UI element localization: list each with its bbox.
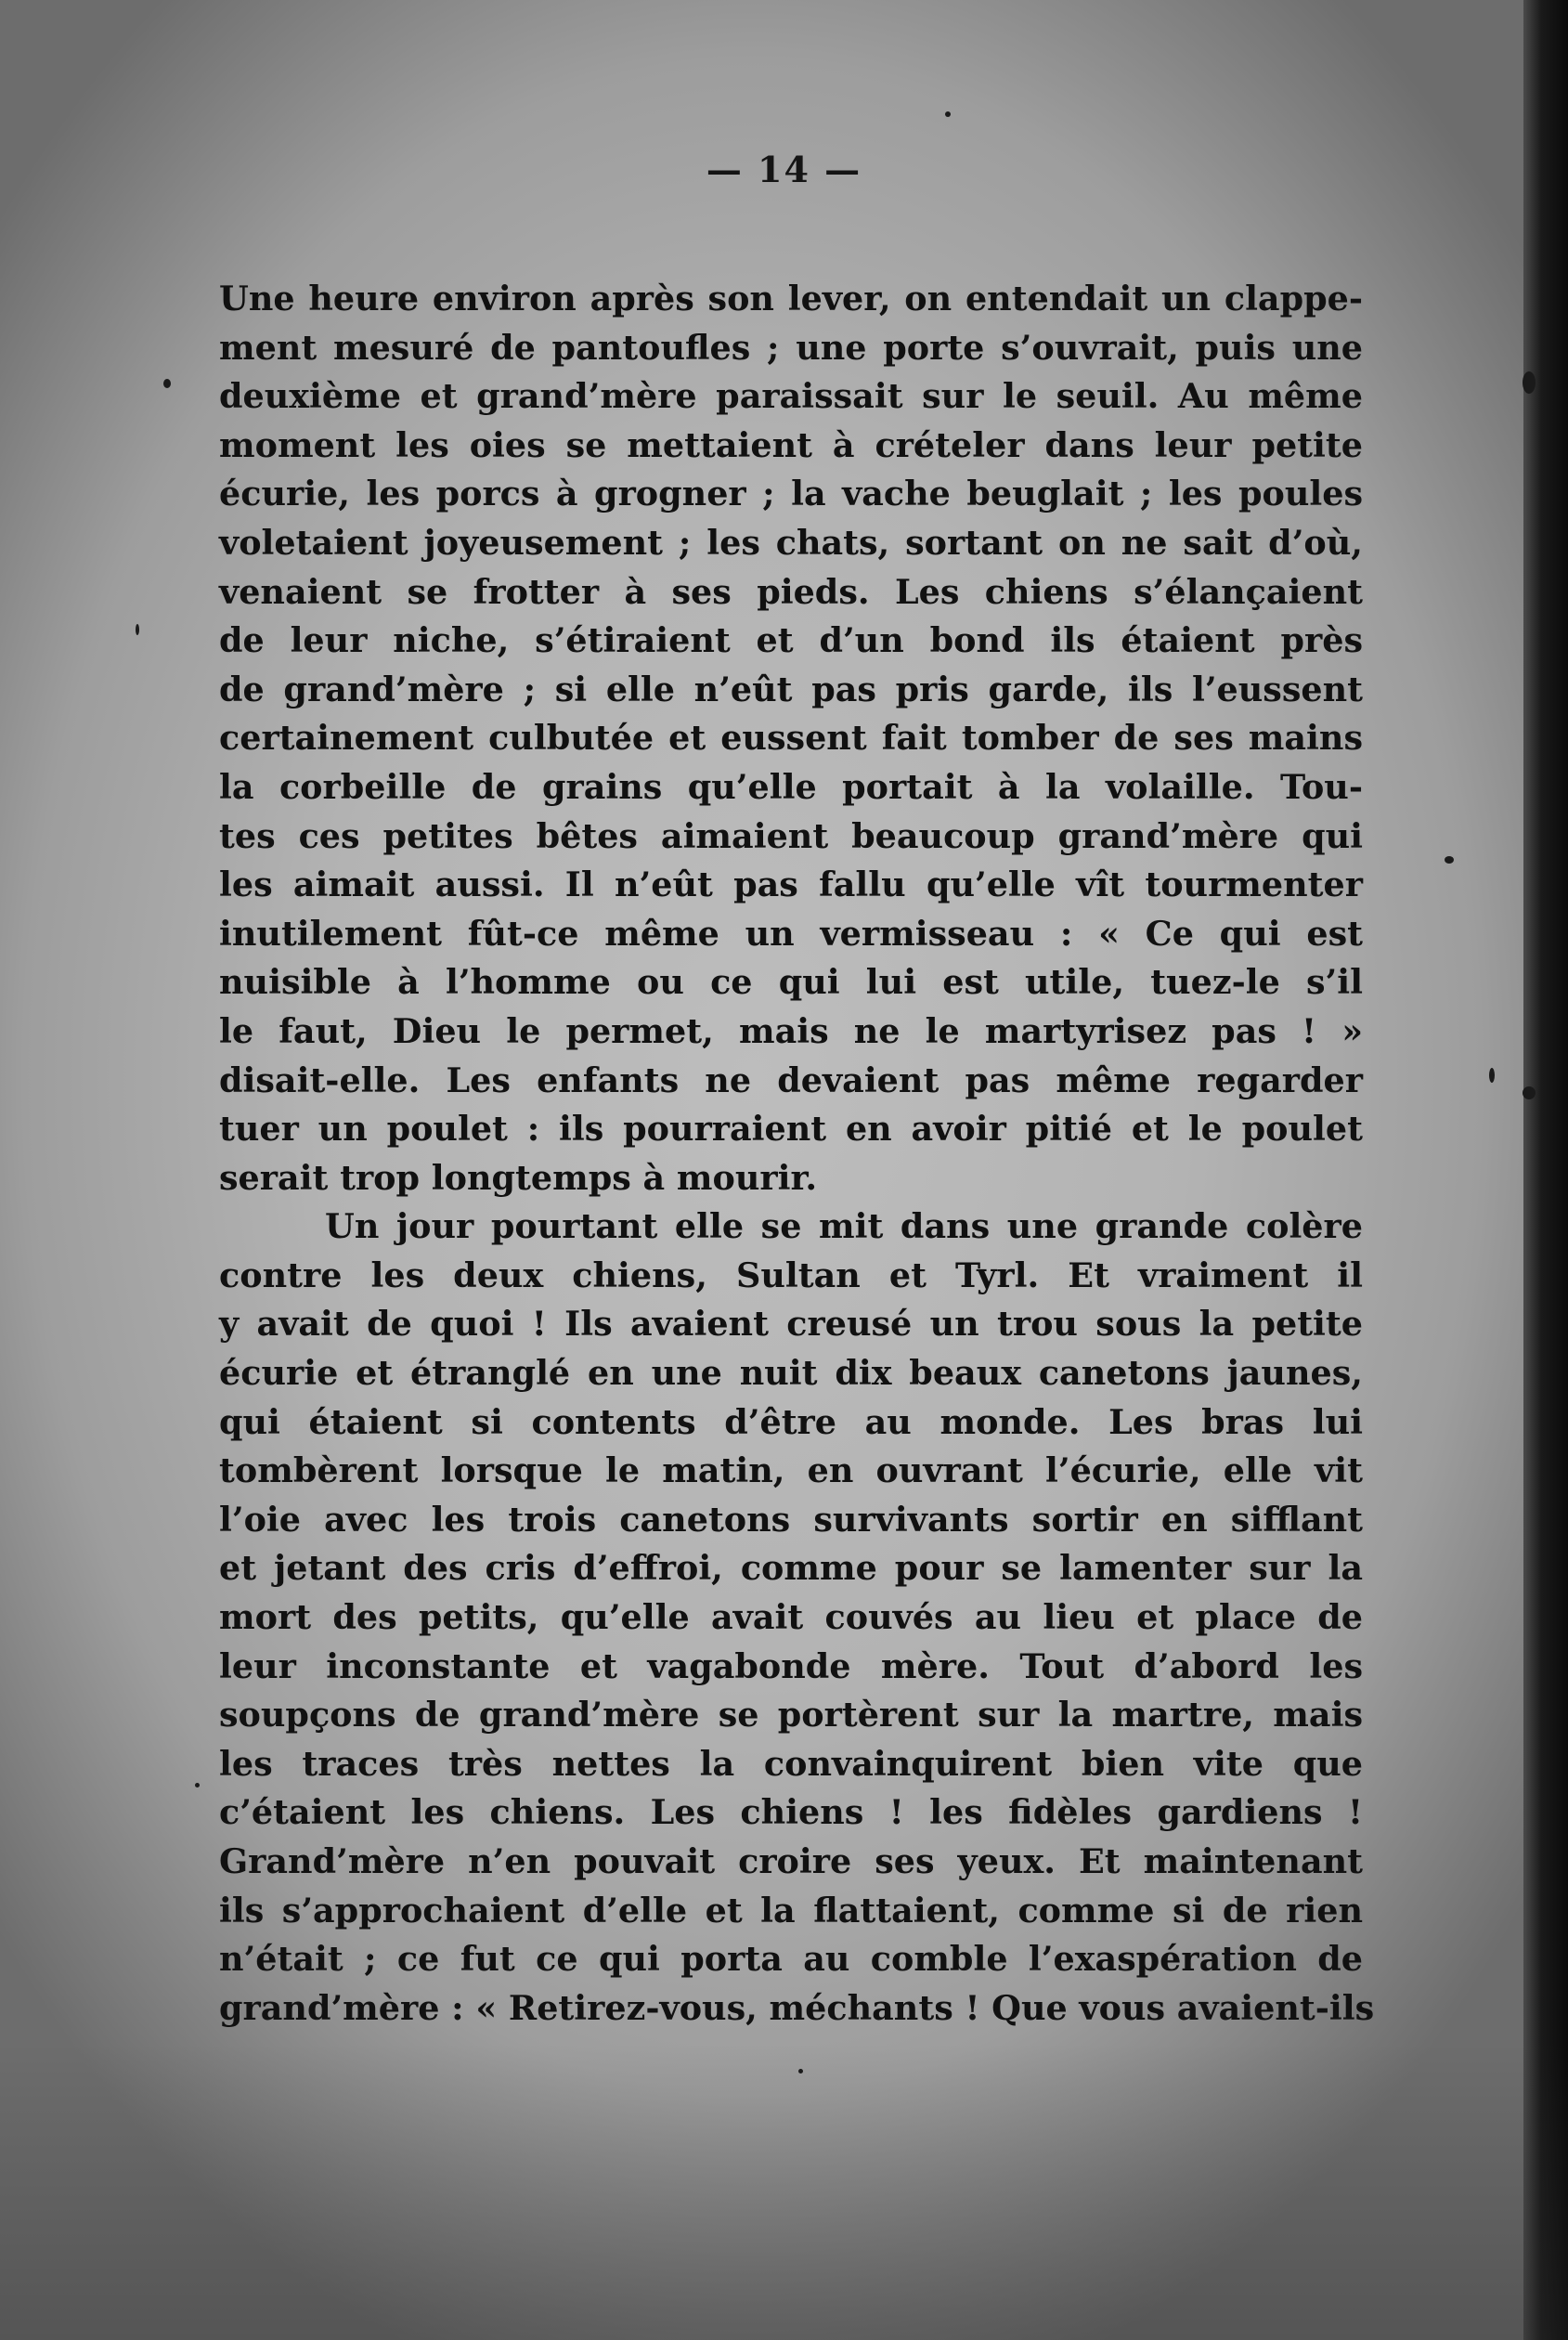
text-line: disait-elle. Les enfants ne devaient pas même regarder [219,1060,1363,1100]
text-line: voletaient joyeusement ; les chats, sortant on ne sait d’où, [219,522,1363,563]
text-line: inutilement fût-ce même un vermisseau : « Ce qui est [219,913,1363,954]
text-line: de leur niche, s’étiraient et d’un bond ils étaient près [219,620,1363,661]
text-line: tombèrent lorsque le matin, en ouvrant l’écurie, elle vit [219,1450,1363,1491]
text-line: leur inconstante et vagabonde mère. Tout d’abord les [219,1645,1363,1686]
scan-speck [1489,1068,1495,1083]
scan-speck [798,2069,803,2074]
text-line: serait trop longtemps à mourir. [219,1157,818,1198]
scan-speck [945,111,951,117]
text-line: Un jour pourtant elle se mit dans une grande colère [325,1206,1363,1247]
text-line: l’oie avec les trois canetons survivants sortir en sifflant [219,1499,1363,1540]
text-line: écurie, les porcs à grogner ; la vache beuglait ; les poules [219,474,1363,514]
text-line: moment les oies se mettaient à crételer dans leur petite [219,424,1363,465]
text-line: Une heure environ après son lever, on entendait un clappe- [219,279,1363,318]
text-line: ment mesuré de pantoufles ; une porte s’ouvrait, puis une [219,327,1363,368]
text-line: ils s’approchaient d’elle et la flattaient, comme si de rien [219,1890,1363,1930]
text-line: tuer un poulet : ils pourraient en avoir pitié et le poulet [219,1109,1363,1150]
scan-speck [136,624,139,635]
text-line: le faut, Dieu le permet, mais ne le martyrisez pas ! » [219,1010,1363,1051]
text-line: n’était ; ce fut ce qui porta au comble l’exaspération de [219,1939,1363,1980]
scan-speck [195,1783,200,1788]
text-line: et jetant des cris d’effroi, comme pour se lamenter sur la [219,1548,1363,1589]
text-line: la corbeille de grains qu’elle portait à la volaille. Tou- [219,766,1363,807]
text-line: deuxième et grand’mère paraissait sur le seuil. Au même [219,376,1363,417]
text-line: les traces très nettes la convainquirent bien vite que [219,1743,1363,1784]
text-line: c’étaient les chiens. Les chiens ! les fidèles gardiens ! [219,1792,1363,1833]
text-line: certainement culbutée et eussent fait tomber de ses mains [219,718,1363,759]
text-line: tes ces petites bêtes aimaient beaucoup grand’mère qui [219,815,1363,856]
text-line: de grand’mère ; si elle n’eût pas pris garde, ils l’eussent [219,669,1363,709]
scan-speck [1523,371,1536,394]
text-line: contre les deux chiens, Sultan et Tyrl. Et vraiment il [219,1254,1363,1295]
text-line: soupçons de grand’mère se portèrent sur la martre, mais [219,1695,1363,1736]
text-line: venaient se frotter à ses pieds. Les chiens s’élançaient [219,571,1363,612]
scan-speck [163,379,171,388]
text-line: qui étaient si contents d’être au monde. Les bras lui [219,1401,1363,1442]
scan-speck [1523,1086,1536,1099]
text-line: les aimait aussi. Il n’eût pas fallu qu’elle vît tourmenter [219,864,1363,905]
page-binding-edge [1523,0,1568,2340]
text-line: écurie et étranglé en une nuit dix beaux canetons jaunes, [219,1353,1363,1394]
body-text [219,275,1375,2033]
scan-speck [1445,856,1454,864]
text-line: grand’mère : « Retirez-vous, méchants ! Que vous avaient-ils [219,1987,1375,2028]
text-line: mort des petits, qu’elle avait couvés au lieu et place de [219,1597,1363,1638]
page-number: — 14 — [706,149,862,190]
text-line: Grand’mère n’en pouvait croire ses yeux. Et maintenant [219,1841,1363,1881]
text-line: y avait de quoi ! Ils avaient creusé un trou sous la petite [219,1304,1363,1345]
text-line: nuisible à l’homme ou ce qui lui est utile, tuez-le s’il [219,962,1363,1003]
page-shadow [0,2043,1568,2340]
